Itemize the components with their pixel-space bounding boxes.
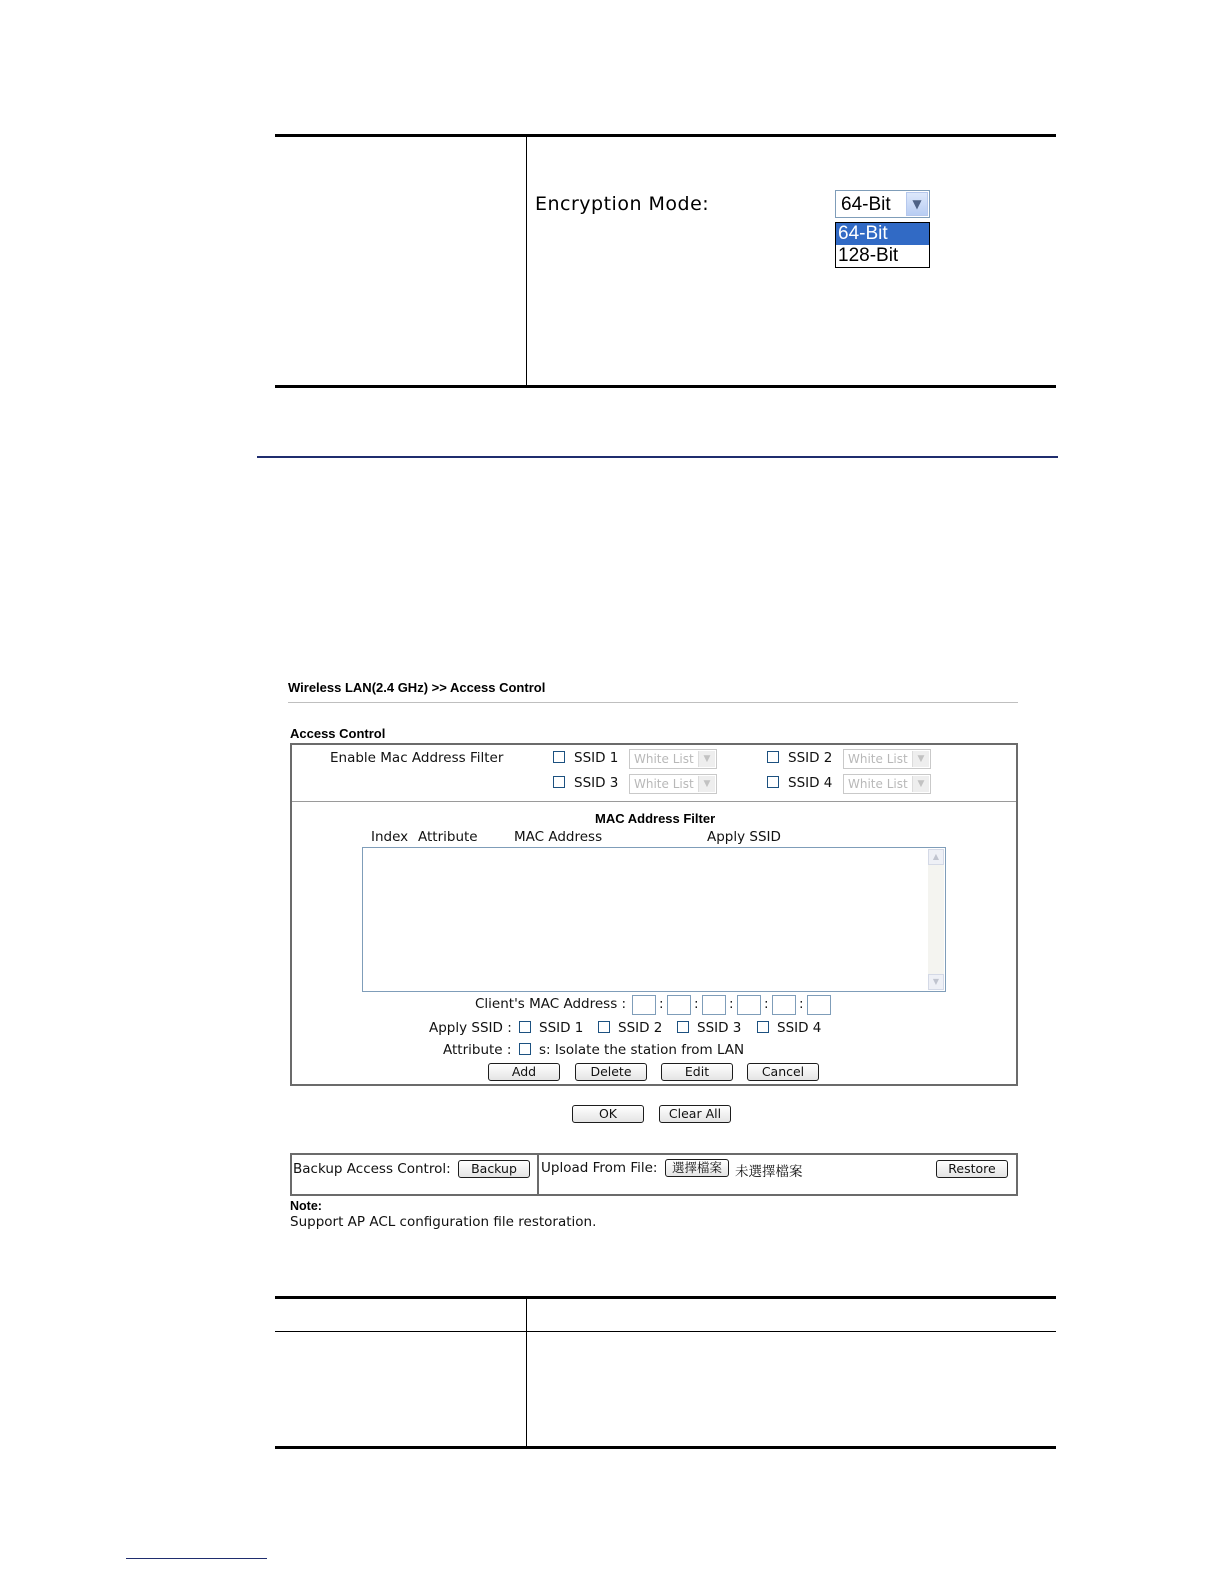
- choose-file-button[interactable]: 選擇檔案: [665, 1159, 729, 1177]
- table-column-divider: [526, 1299, 527, 1446]
- edit-button[interactable]: Edit: [661, 1063, 733, 1081]
- ssid2-list-value: White List: [848, 752, 908, 766]
- note-title: Note:: [290, 1199, 322, 1213]
- isolate-label: s: Isolate the station from LAN: [539, 1042, 745, 1058]
- ssid2-checkbox[interactable]: [767, 751, 779, 763]
- mac-colon: :: [729, 996, 734, 1012]
- chevron-down-icon: ▼: [698, 751, 715, 767]
- isolate-checkbox[interactable]: [519, 1043, 531, 1055]
- mac-octet-2-input[interactable]: [667, 995, 691, 1015]
- ok-button[interactable]: OK: [572, 1105, 644, 1123]
- restore-button[interactable]: Restore: [936, 1160, 1008, 1178]
- clear-all-button[interactable]: Clear All: [659, 1105, 731, 1123]
- apply-ssid3-checkbox[interactable]: [677, 1021, 689, 1033]
- apply-ssid4-label: SSID 4: [777, 1020, 822, 1036]
- ssid1-list-value: White List: [634, 752, 694, 766]
- cancel-button[interactable]: Cancel: [747, 1063, 819, 1081]
- ssid4-list-value: White List: [848, 777, 908, 791]
- column-apply-ssid: Apply SSID: [707, 829, 781, 845]
- ssid3-list-select[interactable]: [629, 774, 717, 794]
- mac-colon: :: [659, 996, 664, 1012]
- mac-octet-3-input[interactable]: [702, 995, 726, 1015]
- ssid3-label: SSID 3: [574, 775, 619, 791]
- ssid1-list-select[interactable]: [629, 749, 717, 769]
- chevron-down-icon[interactable]: ▼: [906, 192, 928, 216]
- chevron-down-icon: ▼: [698, 776, 715, 792]
- ssid3-list-value: White List: [634, 777, 694, 791]
- list-scrollbar[interactable]: [928, 849, 944, 990]
- ssid4-checkbox[interactable]: [767, 776, 779, 788]
- ssid2-label: SSID 2: [788, 750, 833, 766]
- access-control-title: Access Control: [290, 726, 386, 741]
- mac-filter-title: MAC Address Filter: [595, 811, 716, 826]
- add-button[interactable]: Add: [488, 1063, 560, 1081]
- footer-rule: [126, 1558, 267, 1559]
- parameter-table-top: [275, 134, 1056, 388]
- scroll-up-icon[interactable]: ▲: [928, 849, 944, 865]
- parameter-table-bottom: [275, 1296, 1056, 1449]
- backup-button[interactable]: Backup: [458, 1160, 530, 1178]
- chevron-down-icon: ▼: [912, 776, 929, 792]
- encryption-mode-select[interactable]: [835, 190, 930, 218]
- encryption-mode-label: Encryption Mode:: [535, 193, 710, 215]
- apply-ssid3-label: SSID 3: [697, 1020, 742, 1036]
- chevron-down-icon: ▼: [912, 751, 929, 767]
- page-breadcrumb: Wireless LAN(2.4 GHz) >> Access Control: [288, 680, 546, 695]
- mac-filter-list[interactable]: [362, 847, 946, 992]
- attribute-label: Attribute :: [443, 1042, 512, 1058]
- mac-colon: :: [799, 996, 804, 1012]
- backup-label: Backup Access Control:: [293, 1161, 451, 1177]
- apply-ssid1-label: SSID 1: [539, 1020, 584, 1036]
- mac-octet-6-input[interactable]: [807, 995, 831, 1015]
- scroll-down-icon[interactable]: ▼: [928, 974, 944, 990]
- encryption-option-64[interactable]: 64-Bit: [836, 223, 929, 245]
- mac-colon: :: [764, 996, 769, 1012]
- panel-separator: [292, 801, 1016, 802]
- apply-ssid2-checkbox[interactable]: [598, 1021, 610, 1033]
- client-mac-label: Client's MAC Address :: [475, 996, 627, 1012]
- column-mac-address: MAC Address: [514, 829, 603, 845]
- delete-button[interactable]: Delete: [575, 1063, 647, 1081]
- ssid3-checkbox[interactable]: [553, 776, 565, 788]
- table-column-divider: [526, 137, 527, 385]
- backup-restore-divider: [537, 1155, 539, 1194]
- encryption-option-128[interactable]: 128-Bit: [838, 245, 899, 266]
- apply-ssid-label: Apply SSID :: [429, 1020, 512, 1036]
- section-divider: [257, 456, 1058, 458]
- encryption-mode-value: 64-Bit: [841, 194, 891, 215]
- breadcrumb-rule: [288, 702, 1018, 703]
- enable-mac-filter-label: Enable Mac Address Filter: [330, 750, 504, 766]
- note-text: Support AP ACL configuration file restoration.: [290, 1214, 597, 1230]
- upload-label: Upload From File:: [541, 1160, 658, 1176]
- mac-colon: :: [694, 996, 699, 1012]
- ssid2-list-select[interactable]: [843, 749, 931, 769]
- ssid1-checkbox[interactable]: [553, 751, 565, 763]
- column-index: Index: [371, 829, 409, 845]
- no-file-text: 未選擇檔案: [735, 1164, 803, 1180]
- ssid4-list-select[interactable]: [843, 774, 931, 794]
- ssid4-label: SSID 4: [788, 775, 833, 791]
- mac-octet-4-input[interactable]: [737, 995, 761, 1015]
- mac-octet-1-input[interactable]: [632, 995, 656, 1015]
- encryption-mode-dropdown: [835, 222, 930, 268]
- table-header-rule: [275, 1331, 1056, 1332]
- apply-ssid1-checkbox[interactable]: [519, 1021, 531, 1033]
- apply-ssid2-label: SSID 2: [618, 1020, 663, 1036]
- column-attribute: Attribute: [418, 829, 478, 845]
- mac-octet-5-input[interactable]: [772, 995, 796, 1015]
- ssid1-label: SSID 1: [574, 750, 619, 766]
- apply-ssid4-checkbox[interactable]: [757, 1021, 769, 1033]
